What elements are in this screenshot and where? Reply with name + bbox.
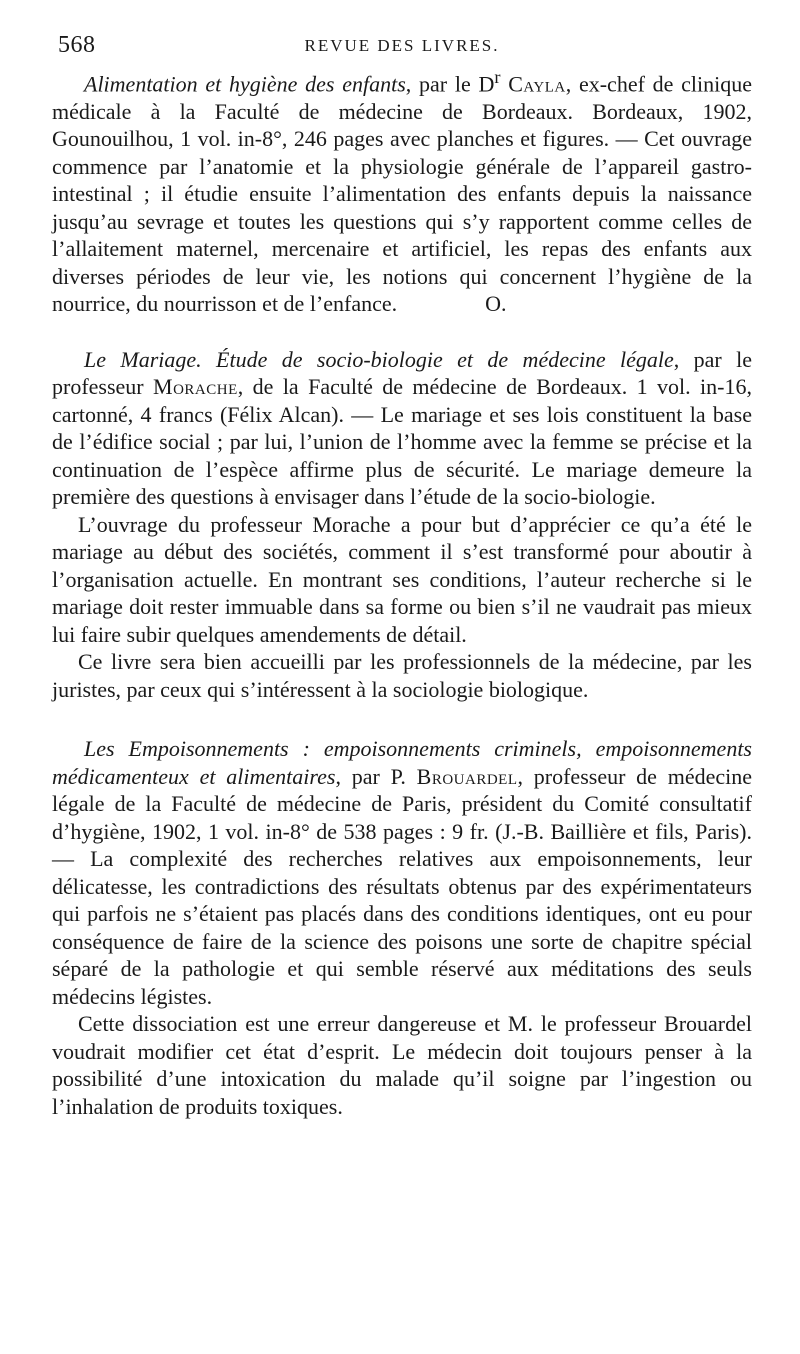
book-title: Alimentation et hygiène des enfants <box>84 71 406 97</box>
review-empoisonnements <box>52 735 752 1120</box>
book-title: Les Empoisonnements : empoisonnements criminels, empoisonnements médicamenteux et alimentaires <box>52 736 752 789</box>
review-paragraph: Les Empoisonnements : empoisonnements criminels, empoisonnements médicamenteux et alimentaires, par P. Brouardel, professeur de médecine légale de la Faculté de médecine de Paris, président du Comité consultatif d’hygiène, 1902, 1 vol. in-8° de 538 pages : 9 fr. (J.-B. Baillière et fils, Paris). — La complexité des recherches relatives aux empoisonnements, leur délicatesse, les contradictions des résultats obtenus par des expérimentateurs qui parfois ne s’étaient pas placés dans des conditions identiques, ont eu pour conséquence de faire de la science des poisons une sorte de chapitre spécial séparé de la pathologie et qui semble réservé aux méditations des seuls médecins légistes. <box>52 736 753 1009</box>
review-alimentation <box>52 64 752 318</box>
author-name: Brouardel <box>416 763 518 789</box>
book-title: Le Mariage. Étude de socio-biologie et de médecine légale <box>84 346 674 372</box>
title-abbrev: r <box>494 67 501 87</box>
review-mariage <box>52 346 752 704</box>
page-number: 568 <box>58 32 96 58</box>
review-paragraph: Alimentation et hygiène des enfants, par le $D^r$ Cayla, ex-chef de clinique médicale à la Faculté de médecine de Bordeaux. Bordeaux, 1902, Gounouilhou, 1 vol. in-8°, 246 pages avec planches et figures. — Cet ouvrage commence par l’anatomie et la physiologie générale de l’appareil gastro-intestinal ; il étudie ensuite l’alimentation des enfants depuis la naissance jusqu’au sevrage et toutes les questions qui s’y rapportent comme celles de l’allaitement maternel, mercenaire et artificiel, les repas des enfants aux diverses périodes de leur vie, les notions qui concernent l’hygiène de la nourrice, du nourrisson et de l’enfance. O. <box>52 67 753 317</box>
author-name: Morache <box>153 374 238 400</box>
author-name: Cayla <box>508 71 566 97</box>
review-paragraph: Ce livre sera bien accueilli par les professionnels de la médecine, par les juristes, par ceux qui s’intéressent à la sociologie biologique. <box>52 649 752 702</box>
page-header <box>52 30 752 64</box>
review-paragraph: Cette dissociation est une erreur dangereuse et M. le professeur Brouardel voudrait modifier cet état d’esprit. Le médecin doit toujours penser à la possibilité d’une intoxication du malade qu’il soigne par l’ingestion ou l’inhalation de produits toxiques. <box>52 1011 752 1119</box>
reviewer-signature: O. <box>485 291 507 317</box>
review-paragraph: Le Mariage. Étude de socio-biologie et de médecine légale, par le professeur Morache, de la Faculté de médecine de Bordeaux. 1 vol. in-16, cartonné, 4 francs (Félix Alcan). — Le mariage et ses lois constituent la base de l’édifice social ; par lui, l’union de l’homme avec la femme se précise et la continuation de l’espèce affirme plus de sécurité. Le mariage demeure la première des questions à envisager dans l’étude de la socio-biologie. <box>52 346 753 510</box>
review-paragraph: L’ouvrage du professeur Morache a pour but d’apprécier ce qu’a été le mariage au début des sociétés, comment il s’est transformé pour aboutir à l’organisation actuelle. En montrant ses conditions, l’auteur recherche si le mariage doit rester immuable dans sa forme ou bien s’il ne vaudrait pas mieux lui faire subir quelques amendements de détail. <box>52 511 752 647</box>
running-title: REVUE DES LIVRES. <box>304 36 500 55</box>
